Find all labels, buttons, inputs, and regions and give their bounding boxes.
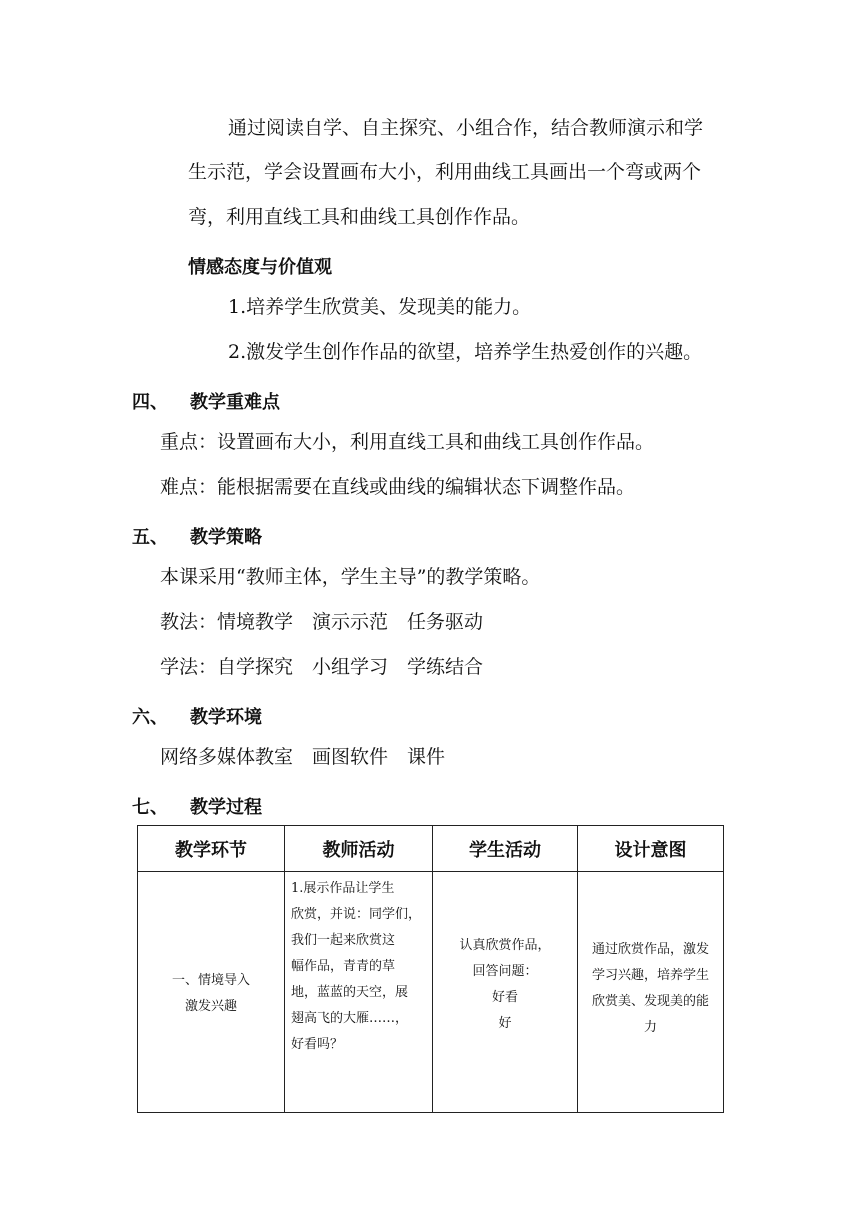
key-point-difficulty: 难点：能根据需要在直线或曲线的编辑状态下调整作品。 (160, 476, 636, 498)
attitude-item-2: 2.激发学生创作作品的欲望，培养学生热爱创作的兴趣。 (228, 341, 703, 363)
learning-methods: 学法：自学探究 小组学习 学练结合 (160, 656, 484, 678)
teaching-methods: 教法：情境教学 演示示范 任务驱动 (160, 611, 484, 633)
section-4-number: 四、 (132, 392, 168, 413)
cell-student-activity (433, 872, 578, 1113)
strategy-summary: 本课采用“教师主体，学生主导”的教学策略。 (160, 566, 541, 588)
table-row (138, 872, 724, 1113)
header-stage: 教学环节 (138, 826, 285, 872)
header-teacher-activity: 教师活动 (285, 826, 433, 872)
cell-teacher-activity (285, 872, 433, 1113)
key-point-focus: 重点：设置画布大小，利用直线工具和曲线工具创作作品。 (160, 431, 655, 453)
objectives-line-2: 生示范，学会设置画布大小，利用曲线工具画出一个弯或两个 (188, 161, 702, 183)
section-6-number: 六、 (132, 707, 168, 728)
section-5-number: 五、 (132, 527, 168, 548)
cell-stage (138, 872, 285, 1113)
table-header-row (138, 826, 724, 872)
teacher-activity-text: 1.展示作品让学生 欣赏，并说：同学们， 我们一起来欣赏这 幅作品，青青的草 地，蓝蓝的天空，展 翅高飞的大雁……， 好看吗？ (291, 881, 422, 1052)
section-7-number: 七、 (132, 797, 168, 818)
environment-items: 网络多媒体教室 画图软件 课件 (160, 746, 446, 768)
cell-design-intent (578, 872, 724, 1113)
attitude-heading: 情感态度与价值观 (188, 257, 332, 278)
section-7-title: 教学过程 (190, 797, 262, 818)
section-6-title: 教学环境 (190, 707, 262, 728)
header-design-intent: 设计意图 (578, 826, 724, 872)
section-4-title: 教学重难点 (190, 392, 280, 413)
attitude-item-1: 1.培养学生欣赏美、发现美的能力。 (228, 296, 532, 318)
design-intent-text: 通过欣赏作品，激发 学习兴趣，培养学生 欣赏美、发现美的能 力 (591, 942, 709, 1035)
teaching-process-table (137, 825, 724, 1113)
objectives-line-1: 通过阅读自学、自主探究、小组合作，结合教师演示和学 (228, 117, 704, 139)
stage-text: 一、情境导入 激发兴趣 (171, 973, 250, 1014)
student-activity-text: 认真欣赏作品， 回答问题： 好看 好 (459, 938, 551, 1031)
header-student-activity: 学生活动 (433, 826, 578, 872)
section-5-title: 教学策略 (190, 527, 262, 548)
objectives-line-3: 弯，利用直线工具和曲线工具创作作品。 (188, 206, 531, 228)
